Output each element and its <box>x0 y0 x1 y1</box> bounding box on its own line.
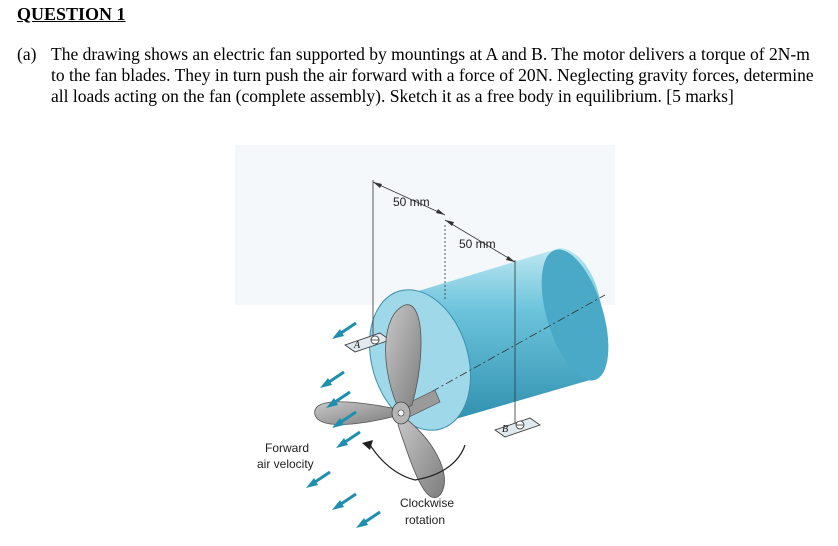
forward-air-label-line2: air velocity <box>257 457 314 471</box>
mount-b-label: B <box>502 424 509 435</box>
question-heading: QUESTION 1 <box>17 4 126 24</box>
fan-hub-center <box>398 410 404 416</box>
rotation-label-line2: rotation <box>405 513 446 527</box>
question-text: The drawing shows an electric fan supported by mountings at A and B. The motor delivers a torque of 2N-m to the fan blades. They in turn push the air forward with a force of 20N. Neglecting gravity forces, determine all loads acting on the fan (complete assembly). Sketch it as a free body in equilibrium. [5 marks] <box>51 44 814 106</box>
question-label: (a) <box>17 44 37 64</box>
mount-a-label: A <box>354 340 361 351</box>
dimension-label-2: 50 mm <box>459 237 496 251</box>
forward-air-label-line1: Forward <box>265 441 310 455</box>
rotation-arrowhead <box>362 440 373 450</box>
air-velocity-arrows <box>306 323 380 528</box>
fan-figure <box>230 140 620 545</box>
dimension-label-1: 50 mm <box>393 195 430 209</box>
rotation-label-line1: Clockwise <box>400 496 455 510</box>
question-paragraph <box>17 44 822 107</box>
